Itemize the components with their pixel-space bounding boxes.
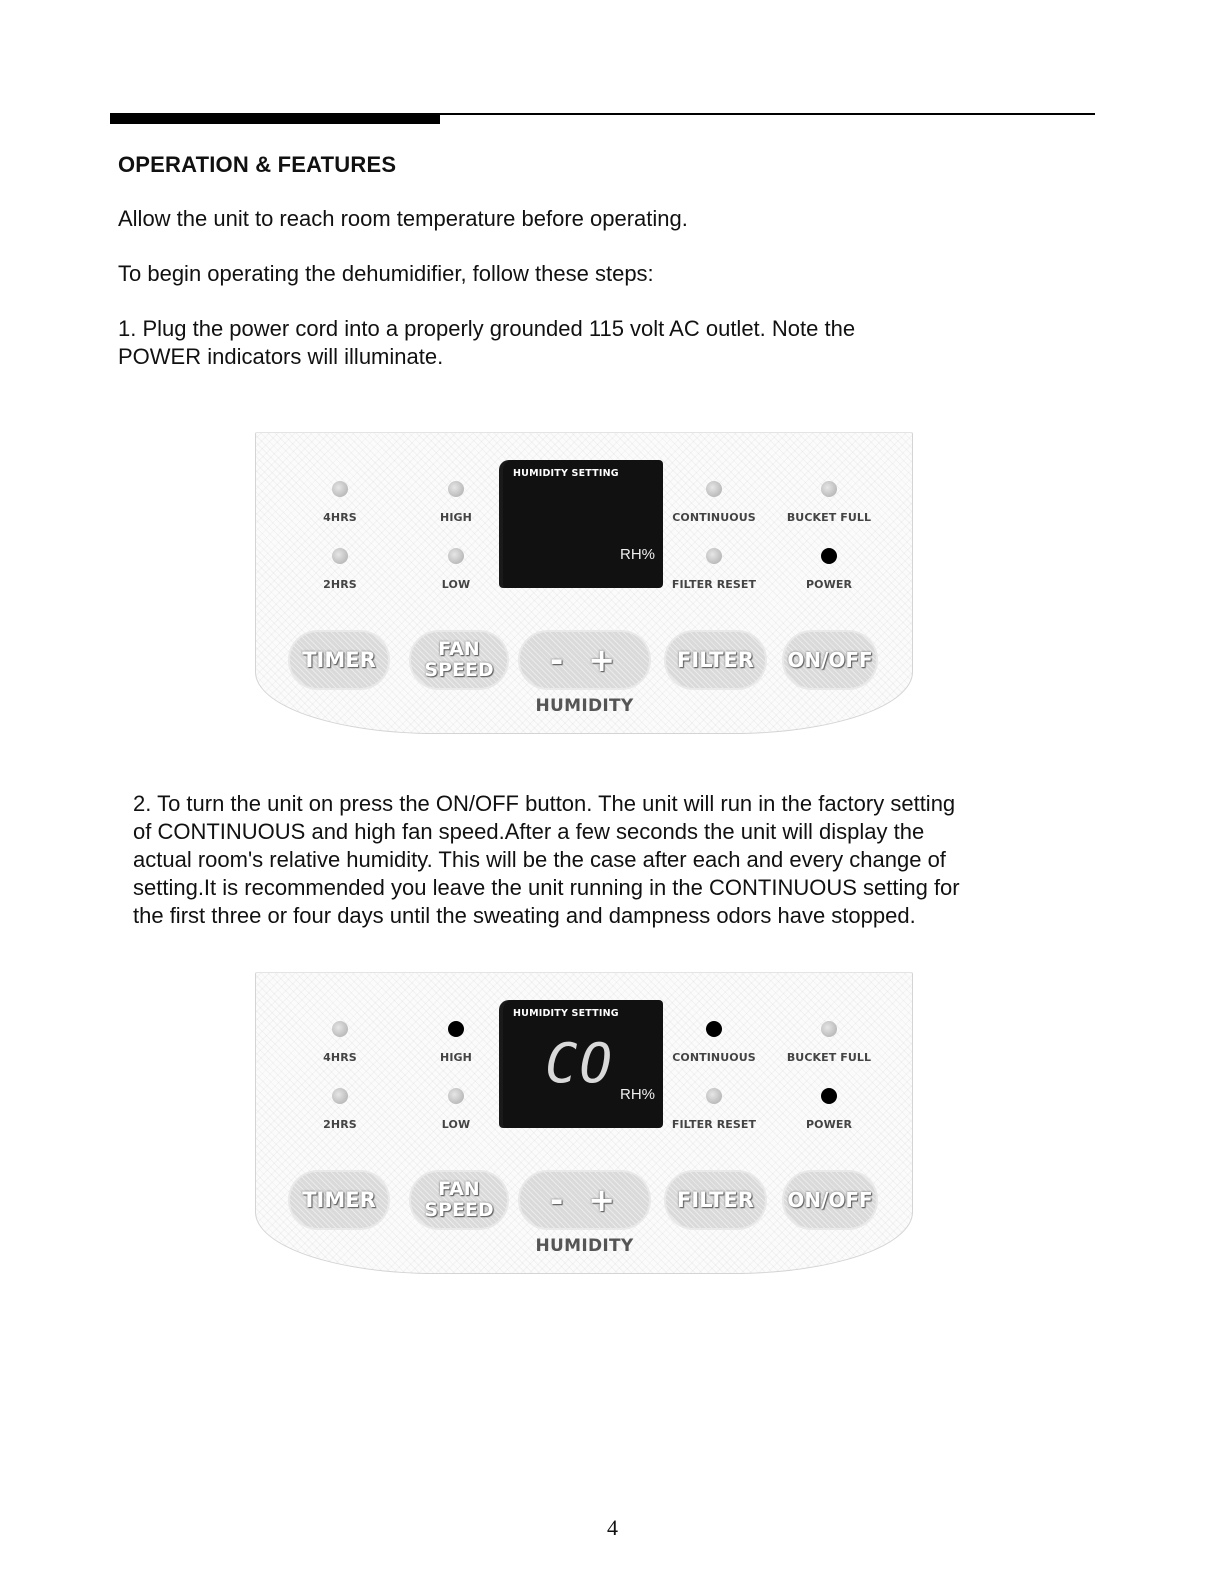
humidity-button-caption: HUMIDITY bbox=[535, 696, 634, 716]
indicator-2hrs-light bbox=[332, 1088, 348, 1104]
display-value: CO bbox=[545, 1032, 615, 1095]
page-number: 4 bbox=[607, 1515, 618, 1540]
timer-button-label: TIMER bbox=[302, 1188, 376, 1212]
indicator-high-label: HIGH bbox=[440, 511, 472, 524]
indicator-2hrs-label: 2HRS bbox=[323, 578, 357, 591]
indicator-bucket-full-light bbox=[821, 481, 837, 497]
indicator-continuous-label: CONTINUOUS bbox=[672, 511, 756, 524]
indicator-low-light bbox=[448, 548, 464, 564]
indicator-2hrs-light bbox=[332, 548, 348, 564]
indicator-high-label: HIGH bbox=[440, 1051, 472, 1064]
humidity-display bbox=[503, 460, 663, 588]
indicator-bucket-full-light bbox=[821, 1021, 837, 1037]
indicator-power-label: POWER bbox=[805, 1118, 853, 1131]
on-off-button bbox=[782, 1170, 878, 1230]
humidity-minus-button: - bbox=[550, 641, 564, 679]
paragraph-steps-intro: To begin operating the dehumidifier, follow these steps: bbox=[118, 261, 654, 286]
indicator-4hrs-label: 4HRS bbox=[323, 1051, 357, 1064]
indicator-high-light bbox=[448, 481, 464, 497]
timer-button bbox=[288, 1170, 390, 1230]
indicator-continuous-label: CONTINUOUS bbox=[672, 1051, 756, 1064]
indicator-4hrs-label: 4HRS bbox=[323, 511, 357, 524]
indicator-power-light bbox=[821, 1088, 837, 1104]
display-unit: RH% bbox=[619, 546, 655, 563]
on-off-button-label: ON/OFF bbox=[787, 648, 873, 672]
display-title: HUMIDITY SETTING bbox=[513, 1008, 619, 1019]
indicator-4hrs-light bbox=[332, 1021, 348, 1037]
indicator-4hrs-light bbox=[332, 481, 348, 497]
filter-button-label: FILTER bbox=[677, 1188, 754, 1212]
indicator-low-light bbox=[448, 1088, 464, 1104]
fan-speed-button-label: FAN SPEED bbox=[424, 638, 494, 681]
timer-button bbox=[288, 630, 390, 690]
fan-speed-button bbox=[409, 1170, 509, 1230]
indicator-low-label: LOW bbox=[441, 1118, 471, 1131]
timer-button-label: TIMER bbox=[302, 648, 376, 672]
indicator-2hrs-label: 2HRS bbox=[323, 1118, 357, 1131]
on-off-button-label: ON/OFF bbox=[787, 1188, 873, 1212]
humidity-plus-button: + bbox=[588, 641, 615, 679]
indicator-power-label: POWER bbox=[805, 578, 853, 591]
filter-button bbox=[664, 1170, 767, 1230]
indicator-power-light bbox=[821, 548, 837, 564]
header-rule-accent bbox=[110, 113, 440, 124]
indicator-bucket-full-label: BUCKET FULL bbox=[786, 511, 872, 524]
indicator-filter-reset-light bbox=[706, 548, 722, 564]
indicator-low-label: LOW bbox=[441, 578, 471, 591]
indicator-continuous-light bbox=[706, 1021, 722, 1037]
indicator-bucket-full-label: BUCKET FULL bbox=[786, 1051, 872, 1064]
humidity-display bbox=[503, 1000, 663, 1128]
filter-button bbox=[664, 630, 767, 690]
indicator-high-light bbox=[448, 1021, 464, 1037]
paragraph-intro: Allow the unit to reach room temperature before operating. bbox=[118, 206, 688, 231]
display-unit: RH% bbox=[619, 1086, 655, 1103]
indicator-filter-reset-light bbox=[706, 1088, 722, 1104]
indicator-filter-reset-label: FILTER RESET bbox=[671, 1118, 757, 1131]
display-title: HUMIDITY SETTING bbox=[513, 468, 619, 479]
control-panel-illustration bbox=[255, 432, 913, 734]
fan-speed-button bbox=[409, 630, 509, 690]
paragraph-step-1: 1. Plug the power cord into a properly grounded 115 volt AC outlet. Note the POWER indicators will illuminate. bbox=[118, 316, 856, 369]
fan-speed-button-label: FAN SPEED bbox=[424, 1178, 494, 1221]
humidity-plus-button: + bbox=[588, 1181, 615, 1219]
indicator-filter-reset-label: FILTER RESET bbox=[671, 578, 757, 591]
filter-button-label: FILTER bbox=[677, 648, 754, 672]
on-off-button bbox=[782, 630, 878, 690]
humidity-button-caption: HUMIDITY bbox=[535, 1236, 634, 1256]
paragraph-step-2: 2. To turn the unit on press the ON/OFF button. The unit will run in the factory setting of CONTINUOUS and high fan speed.After a few seconds the unit will display the actual room's relative humidity. This will be the case after each and every change of setting.It is recommended you leave the unit running in the CONTINUOUS setting for the first three or four days until the sweating and dampness odors have stopped. bbox=[133, 791, 960, 928]
humidity-adjust-button bbox=[518, 630, 651, 690]
humidity-adjust-button bbox=[518, 1170, 651, 1230]
control-panel-illustration bbox=[255, 972, 913, 1274]
section-heading: OPERATION & FEATURES bbox=[118, 152, 397, 177]
indicator-continuous-light bbox=[706, 481, 722, 497]
humidity-minus-button: - bbox=[550, 1181, 564, 1219]
